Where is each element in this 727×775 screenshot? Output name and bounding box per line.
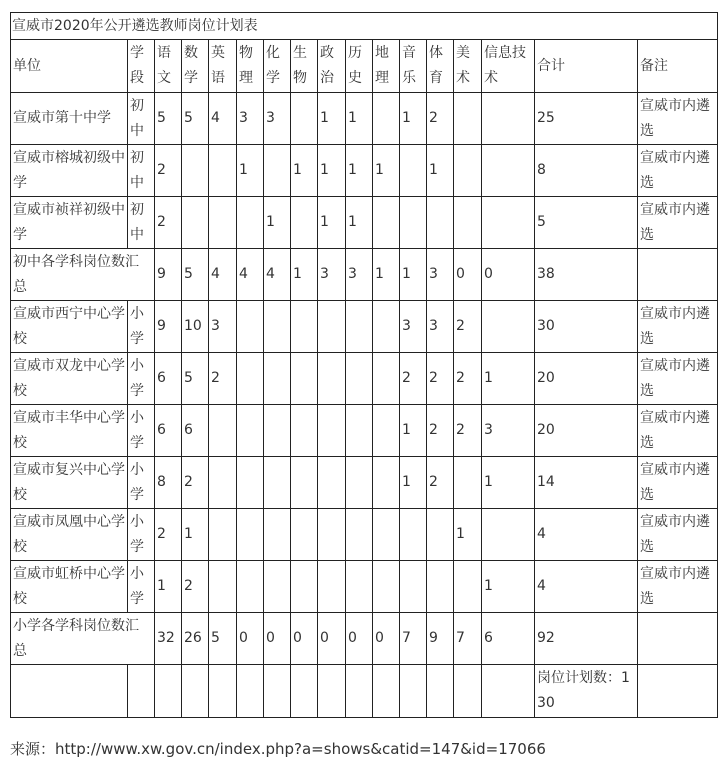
table-cell: 宣威市内遴选: [638, 197, 718, 249]
table-cell: 1: [182, 509, 209, 561]
table-cell: [400, 665, 427, 718]
table-cell: [291, 457, 318, 509]
table-cell: 5: [182, 249, 209, 301]
table-cell: [291, 509, 318, 561]
table-cell: 4: [535, 509, 638, 561]
column-header: 音乐: [400, 40, 427, 93]
table-cell: 6: [155, 353, 182, 405]
table-cell: 6: [155, 405, 182, 457]
table-cell: [318, 561, 346, 613]
column-header: 信息技术: [482, 40, 535, 93]
table-cell: [482, 197, 535, 249]
table-cell: [318, 405, 346, 457]
table-cell: [128, 665, 155, 718]
column-header: 物理: [237, 40, 264, 93]
table-cell: [454, 665, 482, 718]
table-cell: 1: [400, 457, 427, 509]
table-row: [11, 93, 718, 145]
table-cell: [11, 665, 128, 718]
table-cell: [182, 145, 209, 197]
table-cell: 5: [182, 353, 209, 405]
summary-label: 小学各学科岗位数汇总: [11, 613, 155, 665]
table-cell: 92: [535, 613, 638, 665]
table-cell: 6: [182, 405, 209, 457]
table-cell: [264, 561, 291, 613]
table-cell: 14: [535, 457, 638, 509]
table-cell: [237, 561, 264, 613]
table-cell: [237, 301, 264, 353]
table-cell: 20: [535, 353, 638, 405]
table-cell: [209, 457, 237, 509]
table-cell: 1: [373, 145, 400, 197]
table-cell: 1: [318, 145, 346, 197]
table-cell: 0: [482, 249, 535, 301]
table-cell: [318, 509, 346, 561]
table-cell: 5: [155, 93, 182, 145]
table-cell: [237, 353, 264, 405]
table-cell: 1: [482, 353, 535, 405]
table-cell: [482, 145, 535, 197]
table-cell: [346, 301, 373, 353]
table-cell: 1: [482, 561, 535, 613]
table-cell: [291, 197, 318, 249]
table-cell: [400, 145, 427, 197]
table-cell: 2: [454, 405, 482, 457]
table-cell: [346, 353, 373, 405]
table-cell: [373, 457, 400, 509]
table-cell: 宣威市虹桥中心学校: [11, 561, 128, 613]
header-row: [11, 40, 718, 93]
table-cell: 2: [182, 457, 209, 509]
table-cell: 宣威市凤凰中心学校: [11, 509, 128, 561]
table-cell: 3: [427, 249, 454, 301]
table-cell: 2: [400, 353, 427, 405]
column-header: 生物: [291, 40, 318, 93]
table-cell: 4: [237, 249, 264, 301]
table-cell: 2: [427, 405, 454, 457]
table-cell: 小学: [128, 405, 155, 457]
table-cell: [454, 561, 482, 613]
table-cell: [346, 509, 373, 561]
column-header: 体育: [427, 40, 454, 93]
table-cell: 1: [400, 93, 427, 145]
table-cell: 1: [482, 457, 535, 509]
column-header: 合计: [535, 40, 638, 93]
table-cell: 0: [291, 613, 318, 665]
table-cell: 4: [535, 561, 638, 613]
table-cell: 宣威市内遴选: [638, 93, 718, 145]
table-row: [11, 457, 718, 509]
table-cell: [291, 561, 318, 613]
table-cell: 8: [155, 457, 182, 509]
table-cell: 8: [535, 145, 638, 197]
table-cell: 宣威市榕城初级中学: [11, 145, 128, 197]
table-cell: [454, 457, 482, 509]
table-cell: 宣威市内遴选: [638, 301, 718, 353]
table-cell: [209, 509, 237, 561]
table-cell: [209, 405, 237, 457]
table-cell: [346, 665, 373, 718]
table-cell: [209, 561, 237, 613]
table-row: [11, 145, 718, 197]
table-cell: 4: [209, 249, 237, 301]
table-cell: [264, 665, 291, 718]
table-cell: [373, 665, 400, 718]
table-cell: [237, 197, 264, 249]
table-cell: [291, 93, 318, 145]
table-cell: [427, 509, 454, 561]
column-header: 备注: [638, 40, 718, 93]
table-cell: [427, 665, 454, 718]
table-cell: 9: [427, 613, 454, 665]
table-cell: 30: [535, 301, 638, 353]
table-cell: [427, 561, 454, 613]
table-cell: 3: [237, 93, 264, 145]
table-row: [11, 613, 718, 665]
table-cell: [373, 509, 400, 561]
table-cell: 3: [427, 301, 454, 353]
table-cell: 小学: [128, 301, 155, 353]
table-cell: 宣威市内遴选: [638, 405, 718, 457]
table-cell: [264, 509, 291, 561]
table-cell: [638, 249, 718, 301]
table-cell: [454, 197, 482, 249]
table-cell: 3: [482, 405, 535, 457]
table-cell: [318, 353, 346, 405]
table-row: [11, 249, 718, 301]
table-cell: [482, 93, 535, 145]
table-cell: 25: [535, 93, 638, 145]
table-cell: 0: [318, 613, 346, 665]
teacher-plan-table: [10, 12, 718, 718]
table-cell: 宣威市内遴选: [638, 509, 718, 561]
table-cell: [318, 665, 346, 718]
table-cell: [373, 93, 400, 145]
table-cell: 初中: [128, 197, 155, 249]
table-cell: 2: [454, 353, 482, 405]
table-cell: [346, 405, 373, 457]
column-header: 单位: [11, 40, 128, 93]
table-cell: 1: [291, 145, 318, 197]
table-cell: 1: [427, 145, 454, 197]
table-cell: [237, 405, 264, 457]
table-cell: [373, 301, 400, 353]
table-row: [11, 353, 718, 405]
table-cell: 1: [373, 249, 400, 301]
table-cell: 32: [155, 613, 182, 665]
table-cell: 5: [535, 197, 638, 249]
table-cell: 2: [155, 509, 182, 561]
table-cell: 1: [318, 93, 346, 145]
table-row: [11, 509, 718, 561]
table-cell: [264, 145, 291, 197]
table-cell: 26: [182, 613, 209, 665]
table-cell: 2: [155, 197, 182, 249]
table-cell: 0: [237, 613, 264, 665]
column-header: 历史: [346, 40, 373, 93]
table-cell: 3: [318, 249, 346, 301]
table-cell: 5: [182, 93, 209, 145]
table-cell: 2: [209, 353, 237, 405]
table-cell: 宣威市内遴选: [638, 457, 718, 509]
table-row: [11, 197, 718, 249]
table-cell: 小学: [128, 353, 155, 405]
table-cell: 1: [237, 145, 264, 197]
table-cell: [400, 509, 427, 561]
table-cell: [318, 301, 346, 353]
table-cell: 1: [318, 197, 346, 249]
table-cell: [264, 457, 291, 509]
table-cell: [237, 509, 264, 561]
table-cell: [318, 457, 346, 509]
table-cell: 1: [400, 405, 427, 457]
column-header: 地理: [373, 40, 400, 93]
table-cell: [482, 301, 535, 353]
table-cell: 38: [535, 249, 638, 301]
column-header: 政治: [318, 40, 346, 93]
table-cell: [400, 561, 427, 613]
table-cell: 1: [454, 509, 482, 561]
table-cell: [427, 197, 454, 249]
table-cell: 1: [346, 93, 373, 145]
table-cell: [638, 613, 718, 665]
table-cell: 7: [400, 613, 427, 665]
table-cell: 9: [155, 249, 182, 301]
table-cell: 9: [155, 301, 182, 353]
table-cell: 小学: [128, 561, 155, 613]
table-cell: [264, 301, 291, 353]
table-cell: 0: [454, 249, 482, 301]
table-cell: [291, 665, 318, 718]
table-cell: 7: [454, 613, 482, 665]
table-cell: 2: [427, 93, 454, 145]
table-cell: 宣威市内遴选: [638, 561, 718, 613]
table-cell: 1: [155, 561, 182, 613]
table-title: 宣威市2020年公开遴选教师岗位计划表: [11, 13, 718, 40]
column-header: 英语: [209, 40, 237, 93]
table-cell: 1: [346, 197, 373, 249]
summary-label: 初中各学科岗位数汇总: [11, 249, 155, 301]
table-cell: 2: [155, 145, 182, 197]
source-line: 来源：http://www.xw.gov.cn/index.php?a=shows&catid=147&id=17066: [10, 740, 546, 758]
table-cell: 6: [482, 613, 535, 665]
table-cell: 2: [427, 353, 454, 405]
column-header: 语文: [155, 40, 182, 93]
table-row: [11, 405, 718, 457]
table-cell: [454, 145, 482, 197]
table-cell: 宣威市祯祥初级中学: [11, 197, 128, 249]
table-cell: [400, 197, 427, 249]
table-cell: 10: [182, 301, 209, 353]
table-row: [11, 665, 718, 718]
column-header: 美术: [454, 40, 482, 93]
table-cell: 1: [264, 197, 291, 249]
table-cell: 20: [535, 405, 638, 457]
table-cell: 0: [264, 613, 291, 665]
table-cell: 2: [427, 457, 454, 509]
table-cell: 初中: [128, 145, 155, 197]
table-cell: 小学: [128, 457, 155, 509]
table-cell: [264, 353, 291, 405]
table-cell: 初中: [128, 93, 155, 145]
table-cell: [482, 665, 535, 718]
table-cell: 4: [209, 93, 237, 145]
table-cell: 1: [291, 249, 318, 301]
table-cell: 宣威市丰华中心学校: [11, 405, 128, 457]
table-cell: 小学: [128, 509, 155, 561]
table-cell: 1: [400, 249, 427, 301]
column-header: 数学: [182, 40, 209, 93]
table-cell: [373, 561, 400, 613]
table-cell: [454, 93, 482, 145]
table-cell: 4: [264, 249, 291, 301]
table-cell: [237, 665, 264, 718]
table-cell: [638, 665, 718, 718]
table-cell: 宣威市西宁中心学校: [11, 301, 128, 353]
table-cell: 3: [264, 93, 291, 145]
table-cell: 宣威市内遴选: [638, 353, 718, 405]
table-cell: 宣威市内遴选: [638, 145, 718, 197]
table-cell: 3: [346, 249, 373, 301]
table-cell: 1: [346, 145, 373, 197]
column-header: 学段: [128, 40, 155, 93]
table-cell: [373, 197, 400, 249]
table-cell: [291, 353, 318, 405]
table-row: [11, 301, 718, 353]
table-cell: 宣威市双龙中心学校: [11, 353, 128, 405]
table-cell: [264, 405, 291, 457]
table-cell: [209, 145, 237, 197]
table-cell: [237, 457, 264, 509]
table-row: [11, 561, 718, 613]
table-cell: [482, 509, 535, 561]
table-cell: [182, 197, 209, 249]
table-cell: 2: [454, 301, 482, 353]
table-cell: 3: [209, 301, 237, 353]
table-cell: [346, 457, 373, 509]
table-cell: 宣威市复兴中心学校: [11, 457, 128, 509]
column-header: 化学: [264, 40, 291, 93]
table-cell: 0: [373, 613, 400, 665]
table-cell: [373, 353, 400, 405]
table-cell: [209, 197, 237, 249]
table-cell: 2: [182, 561, 209, 613]
table-cell: [209, 665, 237, 718]
table-cell: [291, 301, 318, 353]
table-cell: [346, 561, 373, 613]
table-cell: 宣威市第十中学: [11, 93, 128, 145]
table-cell: [155, 665, 182, 718]
table-cell: 5: [209, 613, 237, 665]
table-cell: [373, 405, 400, 457]
table-cell: 3: [400, 301, 427, 353]
table-cell: 岗位计划数：130: [535, 665, 638, 718]
table-cell: 0: [346, 613, 373, 665]
table-cell: [182, 665, 209, 718]
table-cell: [291, 405, 318, 457]
